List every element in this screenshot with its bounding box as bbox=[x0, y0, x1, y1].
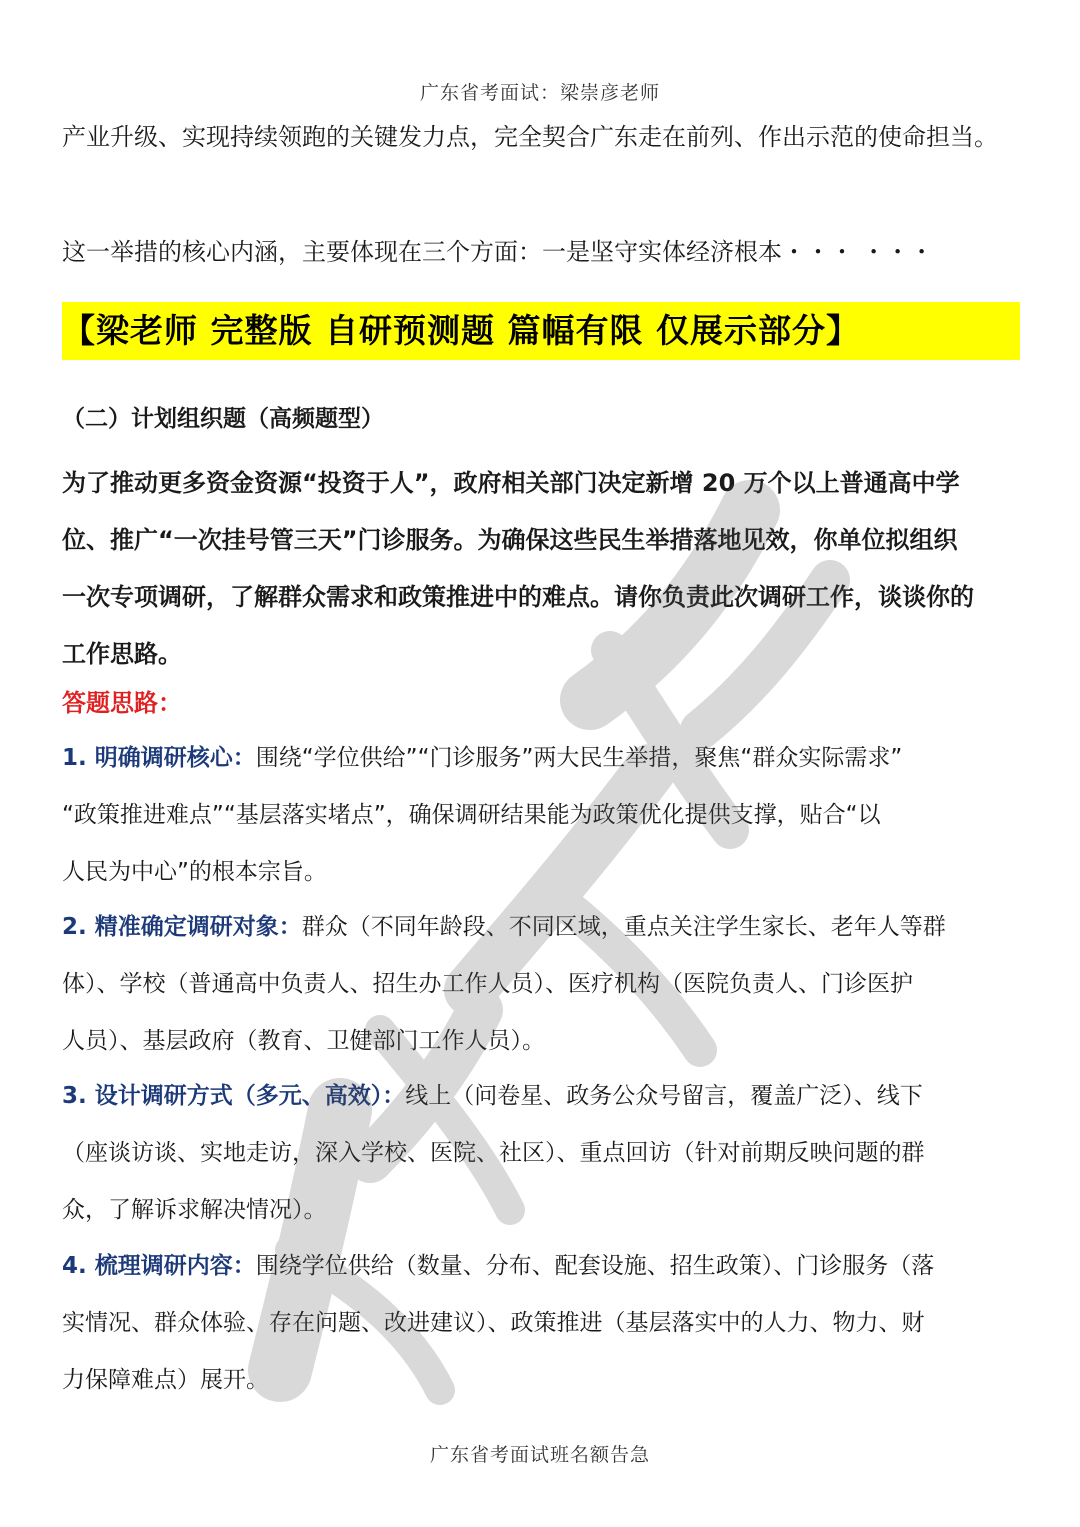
question-text bbox=[62, 455, 1022, 683]
answer-point bbox=[62, 730, 1022, 901]
point-line: 力保障难点）展开。 bbox=[62, 1367, 269, 1393]
point-line bbox=[62, 899, 1022, 956]
question-line: 一次专项调研，了解群众需求和政策推进中的难点。请你负责此次调研工作，谈谈你的 bbox=[62, 583, 974, 611]
point-line: 人民为中心”的根本宗旨。 bbox=[62, 859, 327, 885]
point-title: 1. 明确调研核心： bbox=[62, 745, 256, 771]
page-footer: 广东省考面试班名额告急 bbox=[429, 1444, 650, 1466]
question-line: 工作思路。 bbox=[62, 640, 182, 668]
point-text: 围绕学位供给（数量、分布、配套设施、招生政策）、门诊服务（落 bbox=[255, 1253, 935, 1279]
answer-point bbox=[62, 899, 1022, 1070]
answer-label: 答题思路： bbox=[62, 689, 182, 717]
section-subheading: （二）计划组织题（高频题型） bbox=[62, 406, 384, 432]
point-line: 实情况、群众体验、存在问题、改进建议）、政策推进（基层落实中的人力、物力、财 bbox=[62, 1310, 925, 1336]
point-line: 人员）、基层政府（教育、卫健部门工作人员）。 bbox=[62, 1028, 545, 1054]
point-line: 众，了解诉求解决情况）。 bbox=[62, 1197, 327, 1223]
point-title: 3. 设计调研方式（多元、高效）： bbox=[62, 1083, 406, 1109]
intro-line: 这一举措的核心内涵，主要体现在三个方面：一是坚守实体经济根本・・・ ・・・ bbox=[62, 238, 934, 266]
point-line: （座谈访谈、实地走访，深入学校、医院、社区）、重点回访（针对前期反映问题的群 bbox=[62, 1140, 925, 1166]
point-line bbox=[62, 730, 1022, 787]
point-text: 群众（不同年龄段、不同区域，重点关注学生家长、老年人等群 bbox=[301, 914, 946, 940]
highlight-banner: 【梁老师 完整版 自研预测题 篇幅有限 仅展示部分】 bbox=[62, 302, 1020, 360]
point-line bbox=[62, 1238, 1022, 1295]
answer-point bbox=[62, 1068, 1022, 1239]
question-line: 位、推广“一次挂号管三天”门诊服务。为确保这些民生举措落地见效，你单位拟组织 bbox=[62, 526, 958, 554]
point-line bbox=[62, 1068, 1022, 1125]
point-text: 围绕“学位供给”“门诊服务”两大民生举措，聚焦“群众实际需求” bbox=[255, 745, 903, 771]
point-text: 线上（问卷星、政务公众号留言，覆盖广泛）、线下 bbox=[405, 1083, 923, 1109]
point-title: 4. 梳理调研内容： bbox=[62, 1253, 256, 1279]
page-header: 广东省考面试：梁崇彦老师 bbox=[419, 82, 660, 104]
intro-line: 产业升级、实现持续领跑的关键发力点，完全契合广东走在前列、作出示范的使命担当。 bbox=[62, 123, 998, 151]
point-line: “政策推进难点”“基层落实堵点”，确保调研结果能为政策优化提供支撑，贴合“以 bbox=[62, 802, 881, 828]
point-title: 2. 精准确定调研对象： bbox=[62, 914, 302, 940]
point-line: 体）、学校（普通高中负责人、招生办工作人员）、医疗机构（医院负责人、门诊医护 bbox=[62, 971, 913, 997]
answer-point bbox=[62, 1238, 1022, 1409]
question-line: 为了推动更多资金资源“投资于人”，政府相关部门决定新增 20 万个以上普通高中学 bbox=[62, 469, 960, 497]
